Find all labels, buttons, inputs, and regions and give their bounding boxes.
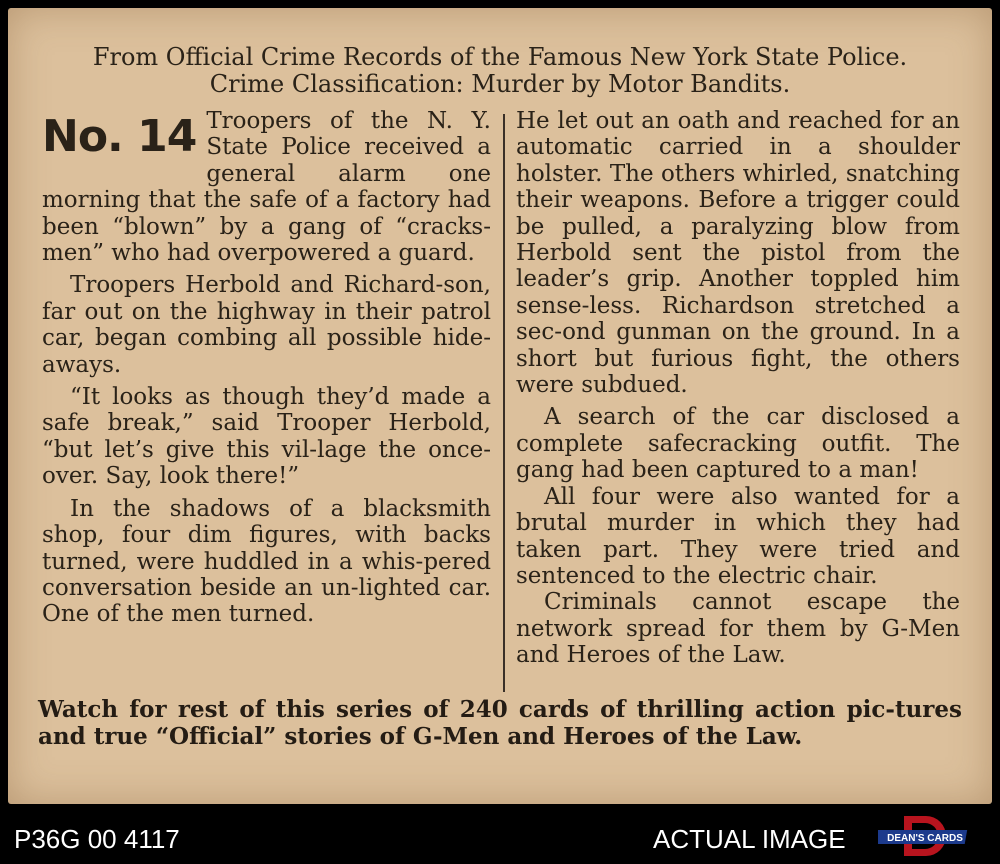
deans-cards-logo — [878, 814, 972, 860]
actual-image-label: ACTUAL IMAGE — [653, 824, 846, 854]
card-number: No. 14 — [42, 111, 197, 162]
trading-card-back — [8, 8, 992, 804]
left-text-column — [42, 108, 491, 628]
right-text-column — [516, 108, 960, 669]
card-header-line-2: Crime Classification: Murder by Motor Bandits. — [209, 70, 791, 98]
paragraph-5: He let out an oath and reached for an automatic carried in a shoulder holster. The others whirled, snatching their weapons. Before a trigger could be pulled, a paralyzing blow from Herbold sent the pistol from the leader’s grip. Another toppled him sense-less. Richardson stretched a sec-ond gunman on the ground. In a short but furious fight, the others were subdued. — [516, 108, 960, 399]
column-divider — [503, 114, 505, 692]
paragraph-2: Troopers Herbold and Richard-son, far out on the highway in their patrol car, began combing all possible hide-aways. — [42, 272, 491, 378]
paragraph-8: Criminals cannot escape the network spread for them by G-Men and Heroes of the Law. — [516, 589, 960, 669]
logo-text: DEAN'S CARDS — [887, 833, 963, 844]
paragraph-3: “It looks as though they’d made a safe break,” said Trooper Herbold, “but let’s give this vil-lage the once-over. Say, look there!” — [42, 384, 491, 490]
item-code: P36G 00 4117 — [14, 824, 180, 854]
card-header-line-1: From Official Crime Records of the Famous New York State Police. — [92, 43, 908, 71]
paragraph-4: In the shadows of a blacksmith shop, four dim figures, with backs turned, were huddled in a whis-pered conversation beside an un-lighted car. One of the men turned. — [42, 495, 491, 628]
card-footer: Watch for rest of this series of 240 cards of thrilling action pic-tures and true “Official” stories of G-Men and Heroes of the Law. — [38, 696, 962, 750]
paragraph-1: Troopers of the N. Y. State Police received a general alarm one morning that the safe of a factory had been “blown” by a gang of “cracks-men” who had overpowered a guard. — [42, 108, 491, 267]
paragraph-6: A search of the car disclosed a complete safecracking outfit. The gang had been captured to a man! — [516, 404, 960, 484]
paragraph-7: All four were also wanted for a brutal murder in which they had taken part. They were tried and sentenced to the electric chair. — [516, 483, 960, 589]
